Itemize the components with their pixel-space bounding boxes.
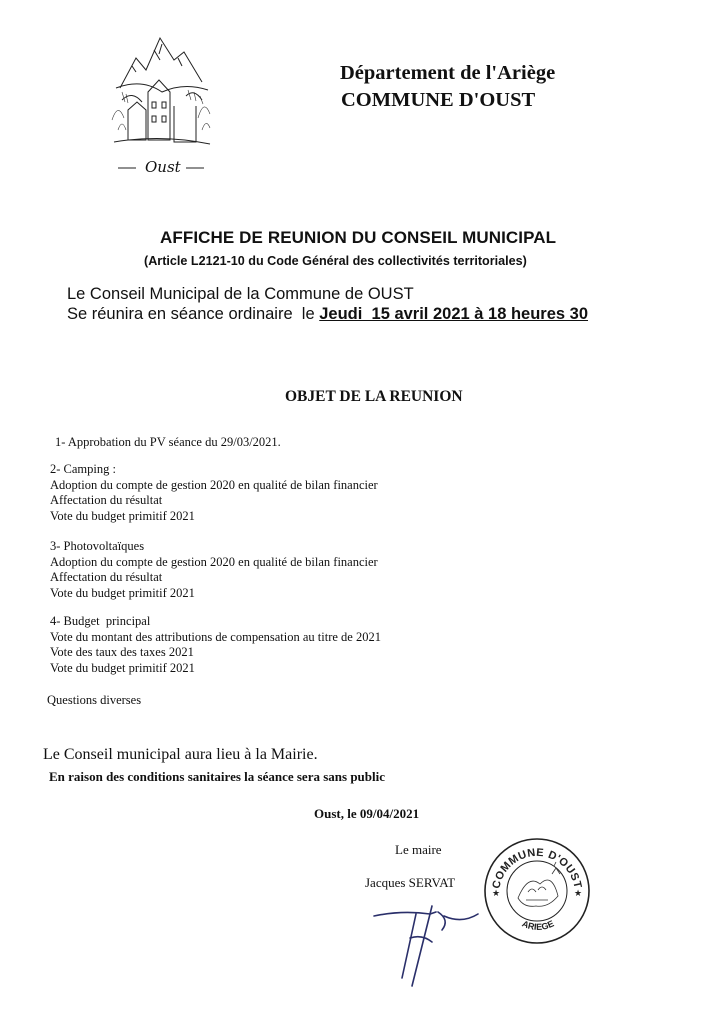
seal-top-text: COMMUNE D'OUST (490, 846, 584, 890)
municipal-seal-icon (482, 836, 592, 946)
meeting-date: Jeudi 15 avril 2021 à 18 heures 30 (319, 305, 589, 323)
agenda-item-line: Adoption du compte de gestion 2020 en qualité de bilan financier (50, 477, 378, 492)
svg-text:ARIEGE (521, 918, 556, 932)
logo-caption: Oust (145, 158, 181, 176)
agenda-item-3 (50, 539, 378, 601)
place-and-date: Oust, le 09/04/2021 (314, 806, 420, 821)
meeting-location: Le Conseil municipal aura lieu à la Mairie. (43, 746, 318, 763)
agenda-item-2 (50, 462, 378, 524)
agenda-item-line: Vote du montant des attributions de compensation au titre de 2021 (50, 629, 381, 644)
agenda-item-line: Vote du budget primitif 2021 (50, 508, 195, 523)
signature-icon (372, 890, 482, 990)
mayor-name: Jacques SERVAT (365, 875, 456, 890)
agenda-item-line: Vote du budget primitif 2021 (50, 585, 195, 600)
agenda-item-heading: 4- Budget principal (50, 614, 151, 628)
agenda-item-line: Adoption du compte de gestion 2020 en qualité de bilan financier (50, 554, 378, 569)
commune-name: COMMUNE D'OUST (341, 89, 536, 111)
seal-bottom-text: ARIEGE (520, 918, 556, 933)
agenda-item-heading: 1- Approbation du PV séance du 29/03/2021. (55, 435, 281, 449)
agenda-item-line: Affectation du résultat (50, 570, 163, 584)
intro-line-1: Le Conseil Municipal de la Commune de OUST (67, 285, 414, 303)
agenda-item-heading: 2- Camping : (50, 462, 116, 476)
agenda-item-4 (50, 614, 381, 676)
agenda-item-line: Affectation du résultat (50, 493, 163, 507)
section-title: OBJET DE LA REUNION (285, 388, 463, 405)
intro-line-2-prefix: Se réunira en séance ordinaire le (67, 305, 320, 323)
poster-title: AFFICHE DE REUNION DU CONSEIL MUNICIPAL (160, 228, 557, 247)
intro-line-2 (67, 305, 588, 324)
article-reference: (Article L2121-10 du Code Général des collectivités territoriales) (144, 254, 527, 268)
agenda-item-1 (55, 435, 281, 451)
agenda-closing: Questions diverses (47, 693, 142, 707)
agenda-item-heading: 3- Photovoltaïques (50, 539, 145, 553)
svg-text:COMMUNE D'OUST (490, 847, 583, 890)
agenda-item-line: Vote du budget primitif 2021 (50, 660, 195, 675)
svg-text:★: ★ (574, 889, 583, 899)
agenda-item-line: Vote des taux des taxes 2021 (50, 645, 194, 659)
department-name: Département de l'Ariège (340, 62, 556, 84)
sanitary-note: En raison des conditions sanitaires la séance sera sans public (49, 769, 386, 784)
mayor-label: Le maire (395, 842, 442, 857)
svg-text:★: ★ (492, 889, 501, 899)
